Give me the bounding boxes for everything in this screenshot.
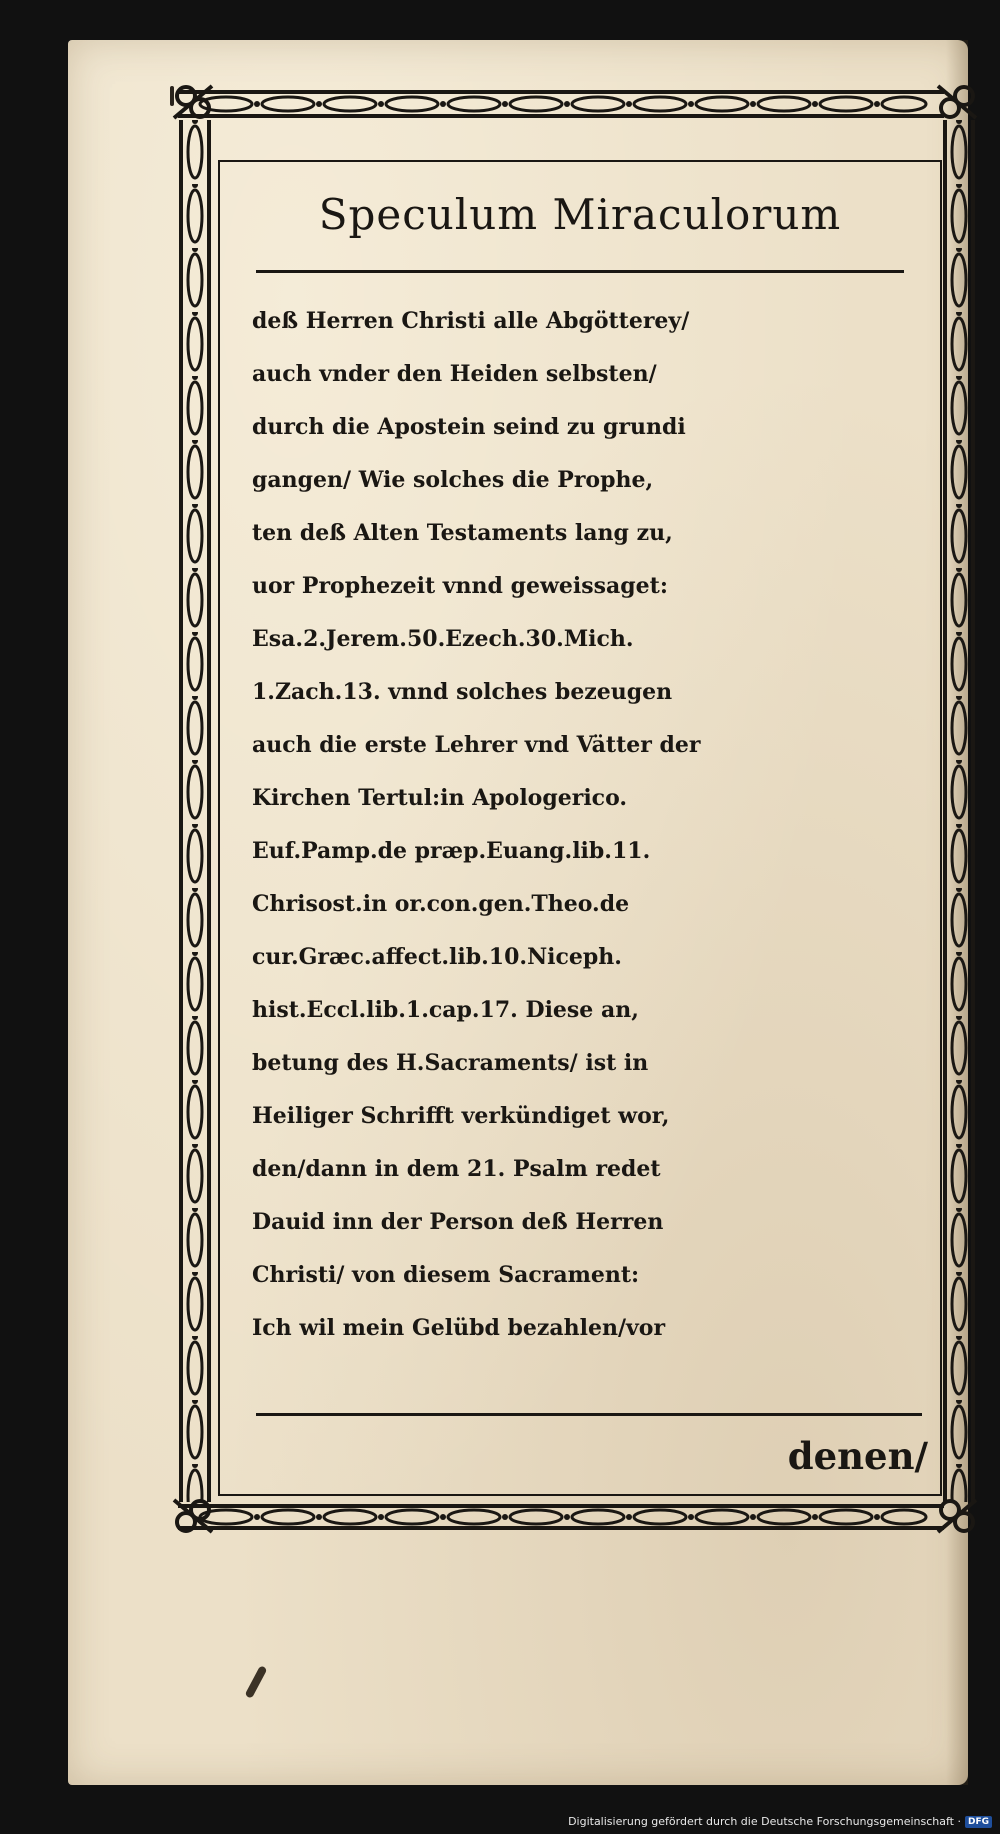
knotwork-corner-icon — [934, 82, 980, 122]
chain-ornament-icon — [178, 1502, 944, 1532]
head-rule — [256, 270, 904, 273]
knotwork-corner-icon — [170, 1496, 216, 1536]
credit-text: Digitalisierung gefördert durch die Deutsche Forschungsgemeinschaft · — [568, 1815, 961, 1828]
foot-rule — [256, 1413, 922, 1416]
knotwork-corner-icon — [170, 82, 216, 122]
text-line: den/dann in dem 21. Psalm redet — [252, 1156, 661, 1182]
knotwork-corner-icon — [934, 1496, 980, 1536]
text-line: Christi/ von diesem Sacrament: — [252, 1262, 640, 1288]
digitization-credit — [568, 1815, 992, 1828]
text-line: betung des H.Sacraments/ ist in — [252, 1050, 649, 1076]
text-line: deß Herren Christi alle Abgötterey/ — [252, 308, 690, 334]
text-line: Chrisost.in or.con.gen.Theo.de — [252, 891, 630, 917]
text-line: Kirchen Tertul:in Apologerico. — [252, 785, 628, 811]
chain-ornament-icon — [178, 120, 212, 1502]
text-line: Dauid inn der Person deß Herren — [252, 1209, 664, 1235]
ornament-band-right — [942, 120, 976, 1502]
ornament-band-bottom — [178, 1502, 944, 1532]
text-line: ten deß Alten Testaments lang zu, — [252, 520, 673, 546]
text-line: Heiliger Schrifft verkündiget wor, — [252, 1103, 670, 1129]
ornament-band-left — [178, 120, 212, 1502]
dfg-logo-icon: DFG — [965, 1816, 992, 1828]
chain-ornament-icon — [178, 88, 944, 120]
text-line: 1.Zach.13. vnnd solches bezeugen — [252, 679, 673, 705]
catchword: denen/ — [787, 1434, 928, 1478]
running-head: Speculum Miraculorum — [318, 190, 842, 239]
text-line: durch die Apostein seind zu grundi — [252, 414, 686, 440]
text-line: hist.Eccl.lib.1.cap.17. Diese an, — [252, 997, 639, 1023]
text-line: Ich wil mein Gelübd bezahlen/vor — [252, 1315, 666, 1341]
chain-ornament-icon — [942, 120, 976, 1502]
text-line: Euf.Pamp.de præp.Euang.lib.11. — [252, 838, 651, 864]
text-line: gangen/ Wie solches die Prophe, — [252, 467, 654, 493]
ornament-band-top — [178, 88, 944, 120]
text-line: auch die erste Lehrer vnd Vätter der — [252, 732, 701, 758]
text-line: uor Prophezeit vnnd geweissaget: — [252, 573, 668, 599]
text-line: cur.Græc.affect.lib.10.Niceph. — [252, 944, 622, 970]
body-text — [252, 295, 932, 1355]
text-line: Esa.2.Jerem.50.Ezech.30.Mich. — [252, 626, 634, 652]
text-line: auch vnder den Heiden selbsten/ — [252, 361, 657, 387]
